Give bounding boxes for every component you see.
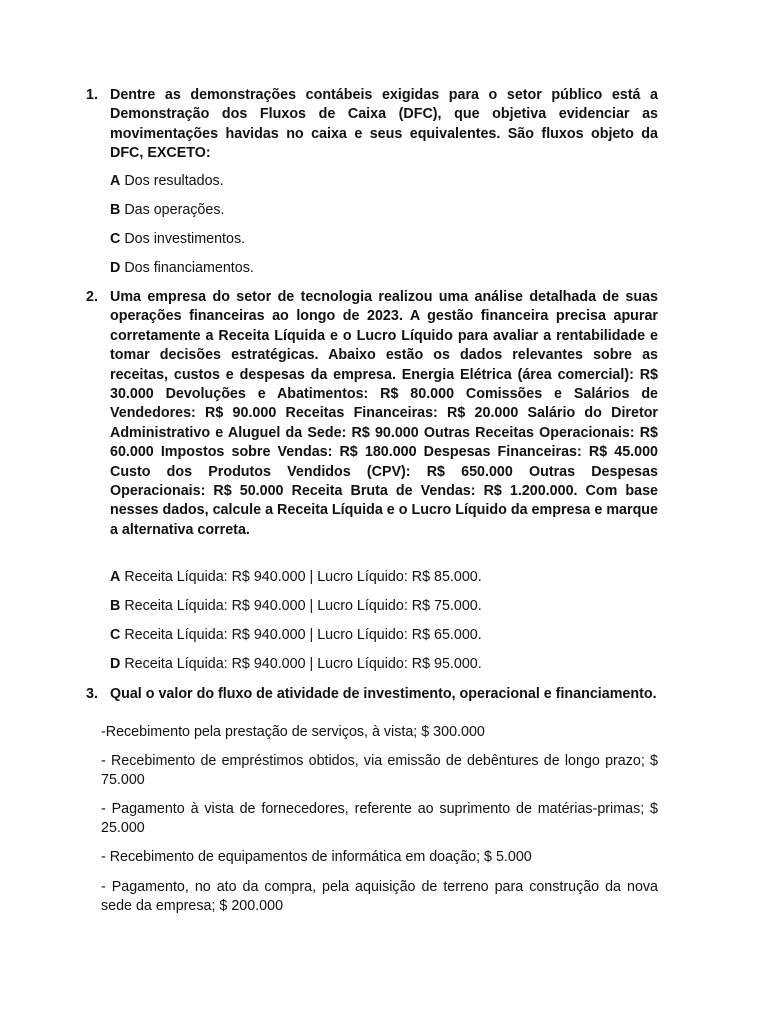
question-1-stem: Dentre as demonstrações contábeis exigidas para o setor público está a Demonstração dos Fluxos de Caixa (DFC), que objetiva evidenciar as movimentações havidas no caixa e seus equivalentes. São fluxos objeto da DFC, EXCETO:: [110, 87, 658, 162]
option-text: Receita Líquida: R$ 940.000 | Lucro Líquido: R$ 85.000.: [124, 569, 482, 585]
question-1-option-b: [110, 201, 224, 220]
option-letter: C: [110, 627, 121, 643]
option-text: Das operações.: [124, 202, 225, 218]
question-2-option-c: [110, 626, 482, 645]
question-3-item-1: -Recebimento pela prestação de serviços, à vista; $ 300.000: [101, 724, 485, 740]
question-3-item-5: - Pagamento, no ato da compra, pela aquisição de terreno para construção da nova sede da empresa; $ 200.000: [101, 879, 658, 915]
option-text: Receita Líquida: R$ 940.000 | Lucro Líquido: R$ 95.000.: [124, 656, 482, 672]
question-3-item-4: - Recebimento de equipamentos de informática em doação; $ 5.000: [101, 849, 532, 865]
option-letter: B: [110, 598, 121, 614]
question-3-item-3: - Pagamento à vista de fornecedores, referente ao suprimento de matérias-primas; $ 25.000: [101, 801, 658, 837]
question-3-item-2: - Recebimento de empréstimos obtidos, via emissão de debêntures de longo prazo; $ 75.000: [101, 753, 658, 789]
option-letter: A: [110, 173, 121, 189]
question-3-stem: Qual o valor do fluxo de atividade de investimento, operacional e financiamento.: [110, 686, 657, 702]
option-letter: C: [110, 231, 121, 247]
option-text: Dos resultados.: [124, 173, 224, 189]
question-2-option-a: [110, 568, 482, 587]
option-text: Receita Líquida: R$ 940.000 | Lucro Líquido: R$ 75.000.: [124, 598, 482, 614]
option-text: Receita Líquida: R$ 940.000 | Lucro Líquido: R$ 65.000.: [124, 627, 482, 643]
option-letter: D: [110, 260, 121, 276]
option-text: Dos financiamentos.: [124, 260, 254, 276]
option-text: Dos investimentos.: [124, 231, 246, 247]
question-2-option-d: [110, 655, 482, 674]
question-1-number: 1.: [86, 87, 98, 103]
question-2-option-b: [110, 597, 482, 616]
question-1-option-d: [110, 259, 254, 278]
question-2: [110, 288, 658, 540]
option-letter: D: [110, 656, 121, 672]
question-3: [110, 685, 658, 704]
question-1-option-a: [110, 172, 224, 191]
question-3-number: 3.: [86, 686, 98, 702]
question-2-stem: Uma empresa do setor de tecnologia realizou uma análise detalhada de suas operações financeiras ao longo de 2023. A gestão financeira precisa apurar corretamente a Receita Líquida e o Lucro Líquido para avaliar a rentabilidade e tomar decisões estratégicas. Abaixo estão os dados relevantes sobre as receitas, custos e despesas da empresa. Energia Elétrica (área comercial): R$ 30.000 Devoluções e Abatimentos: R$ 80.000 Comissões e Salários de Vendedores: R$ 90.000 Receitas Financeiras: R$ 20.000 Salário do Diretor Administrativo e Aluguel da Sede: R$ 90.000 Outras Receitas Operacionais: R$ 60.000 Impostos sobre Vendas: R$ 180.000 Despesas Financeiras: R$ 45.000 Custo dos Produtos Vendidos (CPV): R$ 650.000 Outras Despesas Operacionais: R$ 50.000 Receita Bruta de Vendas: R$ 1.200.000. Com base nesses dados, calcule a Receita Líquida e o Lucro Líquido da empresa e marque a alternativa correta.: [110, 289, 658, 538]
question-2-number: 2.: [86, 289, 98, 305]
option-letter: A: [110, 569, 121, 585]
question-1: [110, 86, 658, 164]
option-letter: B: [110, 202, 121, 218]
question-1-option-c: [110, 230, 245, 249]
